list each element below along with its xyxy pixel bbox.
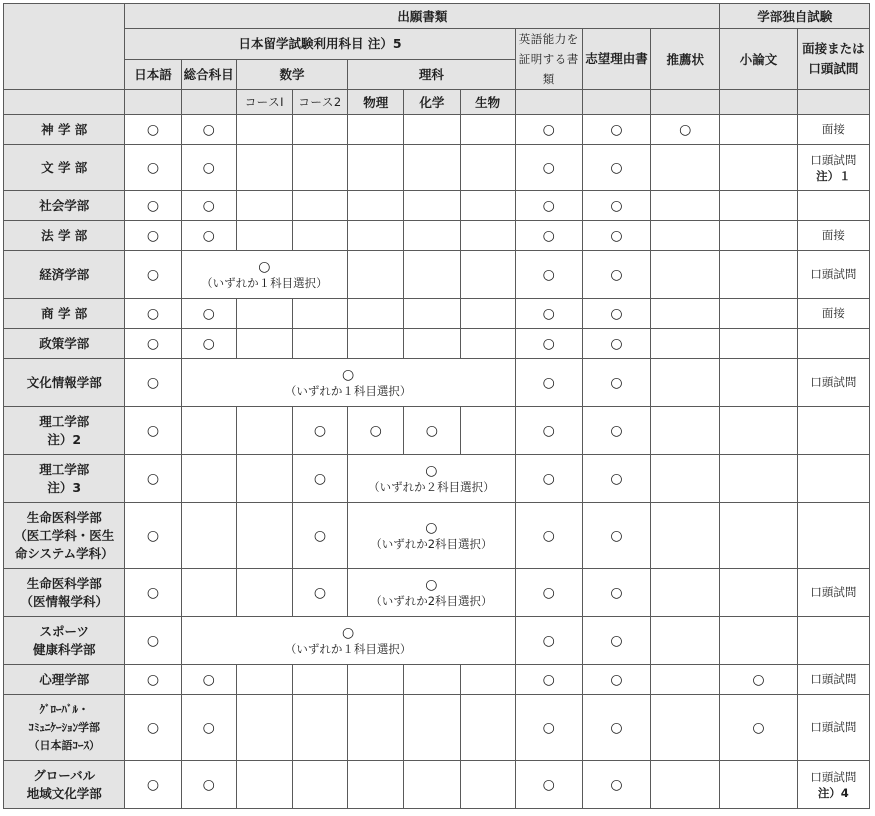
mark-english: ○ (515, 115, 582, 145)
row-label: 商 学 部 (4, 299, 125, 329)
mark-general: ○ (181, 145, 236, 191)
mark-english: ○ (515, 569, 582, 617)
header-blank-c (181, 90, 236, 115)
mark-physics: ○ (348, 407, 404, 455)
table-row (4, 329, 870, 359)
row-label: ｸﾞﾛｰﾊﾞﾙ・ ｺﾐｭﾆｹｰｼｮﾝ学部 （日本語ｺｰｽ） (4, 695, 125, 761)
header-blank-a (4, 90, 125, 115)
mark-course2: ○ (292, 503, 347, 569)
header-course1: コースⅠ (236, 90, 292, 115)
header-physics: 物理 (348, 90, 404, 115)
header-math: 数学 (236, 59, 347, 90)
mark-japanese: ○ (125, 191, 181, 221)
interview-cell: 面接 (797, 115, 869, 145)
mark-motivation: ○ (582, 665, 650, 695)
application-requirements-table (3, 3, 870, 809)
row-label: 政策学部 (4, 329, 125, 359)
mark-motivation: ○ (582, 251, 650, 299)
header-eju-subjects: 日本留学試験利用科目 注）5 (125, 29, 515, 60)
table-row (4, 299, 870, 329)
mark-japanese: ○ (125, 503, 181, 569)
row-label: スポーツ 健康科学部 (4, 617, 125, 665)
mark-recommendation: ○ (651, 115, 720, 145)
mark-english: ○ (515, 665, 582, 695)
mark-english: ○ (515, 329, 582, 359)
mark-japanese: ○ (125, 115, 181, 145)
mark-motivation: ○ (582, 503, 650, 569)
mark-japanese: ○ (125, 329, 181, 359)
mark-motivation: ○ (582, 407, 650, 455)
table-row (4, 221, 870, 251)
table-row (4, 503, 870, 569)
table-row (4, 359, 870, 407)
row-label: グローバル 地域文化学部 (4, 761, 125, 809)
mark-choose-two: ○ （いずれか2科目選択） (348, 503, 516, 569)
row-label: 経済学部 (4, 251, 125, 299)
mark-japanese: ○ (125, 455, 181, 503)
mark-english: ○ (515, 221, 582, 251)
mark-course2: ○ (292, 455, 347, 503)
row-label: 理工学部 注）3 (4, 455, 125, 503)
mark-japanese: ○ (125, 221, 181, 251)
mark-general: ○ (181, 329, 236, 359)
interview-cell: 口頭試問 (797, 665, 869, 695)
header-essay: 小論文 (720, 29, 797, 90)
mark-english: ○ (515, 617, 582, 665)
mark-essay: ○ (720, 695, 797, 761)
mark-course2: ○ (292, 569, 347, 617)
mark-japanese: ○ (125, 359, 181, 407)
mark-chemistry: ○ (404, 407, 460, 455)
header-faculty-exam: 学部独自試験 (720, 4, 870, 29)
mark-japanese: ○ (125, 251, 181, 299)
table-row (4, 695, 870, 761)
mark-essay: ○ (720, 665, 797, 695)
interview-cell: 口頭試問 (797, 359, 869, 407)
row-label: 神 学 部 (4, 115, 125, 145)
mark-motivation: ○ (582, 221, 650, 251)
interview-cell: 口頭試問 (797, 251, 869, 299)
mark-english: ○ (515, 299, 582, 329)
mark-choose-one: ○ （いずれか１科目選択） (181, 617, 515, 665)
header-course2: コース2 (292, 90, 347, 115)
table-row (4, 617, 870, 665)
table-row (4, 407, 870, 455)
header-recommendation: 推薦状 (651, 29, 720, 90)
interview-cell: 口頭試問 (797, 695, 869, 761)
mark-general: ○ (181, 695, 236, 761)
mark-japanese: ○ (125, 407, 181, 455)
mark-japanese: ○ (125, 145, 181, 191)
mark-choose-one: ○ （いずれか１科目選択） (181, 359, 515, 407)
mark-choose-two: ○ （いずれか２科目選択） (348, 455, 516, 503)
row-label: 生命医科学部 （医情報学科） (4, 569, 125, 617)
mark-english: ○ (515, 251, 582, 299)
header-science: 理科 (348, 59, 516, 90)
header-blank-d (515, 90, 582, 115)
header-application-documents: 出願書類 (125, 4, 720, 29)
row-label: 心理学部 (4, 665, 125, 695)
mark-general: ○ (181, 191, 236, 221)
mark-motivation: ○ (582, 761, 650, 809)
mark-japanese: ○ (125, 695, 181, 761)
mark-choose-one: ○ （いずれか１科目選択） (181, 251, 348, 299)
mark-motivation: ○ (582, 455, 650, 503)
mark-japanese: ○ (125, 761, 181, 809)
mark-general: ○ (181, 115, 236, 145)
table-row (4, 569, 870, 617)
table-row (4, 191, 870, 221)
header-japanese: 日本語 (125, 59, 181, 90)
header-chemistry: 化学 (404, 90, 460, 115)
mark-general: ○ (181, 299, 236, 329)
row-label: 文化情報学部 (4, 359, 125, 407)
corner-cell (4, 4, 125, 90)
header-interview: 面接または口頭試問 (797, 29, 869, 90)
row-label: 生命医科学部 （医工学科・医生 命システム学科） (4, 503, 125, 569)
mark-motivation: ○ (582, 191, 650, 221)
table-row (4, 665, 870, 695)
mark-choose-two: ○ （いずれか2科目選択） (348, 569, 516, 617)
table-header (4, 4, 870, 115)
row-label: 文 学 部 (4, 145, 125, 191)
interview-cell: 口頭試問 注）4 (797, 761, 869, 809)
mark-english: ○ (515, 695, 582, 761)
interview-cell: 面接 (797, 299, 869, 329)
table-body (4, 115, 870, 809)
mark-english: ○ (515, 503, 582, 569)
header-biology: 生物 (460, 90, 515, 115)
mark-english: ○ (515, 145, 582, 191)
mark-japanese: ○ (125, 665, 181, 695)
row-label: 理工学部 注）2 (4, 407, 125, 455)
mark-motivation: ○ (582, 569, 650, 617)
mark-general: ○ (181, 761, 236, 809)
header-blank-h (797, 90, 869, 115)
row-label: 社会学部 (4, 191, 125, 221)
table-row (4, 251, 870, 299)
mark-motivation: ○ (582, 359, 650, 407)
mark-motivation: ○ (582, 115, 650, 145)
mark-motivation: ○ (582, 617, 650, 665)
mark-motivation: ○ (582, 145, 650, 191)
mark-motivation: ○ (582, 329, 650, 359)
header-motivation: 志望理由書 (582, 29, 650, 90)
mark-english: ○ (515, 455, 582, 503)
mark-english: ○ (515, 407, 582, 455)
mark-japanese: ○ (125, 617, 181, 665)
header-general: 総合科目 (181, 59, 236, 90)
mark-english: ○ (515, 191, 582, 221)
header-blank-e (582, 90, 650, 115)
mark-motivation: ○ (582, 695, 650, 761)
header-blank-b (125, 90, 181, 115)
row-label: 法 学 部 (4, 221, 125, 251)
mark-english: ○ (515, 761, 582, 809)
table-row (4, 115, 870, 145)
table-row (4, 145, 870, 191)
mark-general: ○ (181, 221, 236, 251)
mark-english: ○ (515, 359, 582, 407)
table-row (4, 455, 870, 503)
mark-course2: ○ (292, 407, 347, 455)
header-english-doc: 英語能力を証明する書類 (515, 29, 582, 90)
mark-japanese: ○ (125, 569, 181, 617)
interview-cell: 面接 (797, 221, 869, 251)
interview-cell: 口頭試問 注）１ (797, 145, 869, 191)
interview-cell: 口頭試問 (797, 569, 869, 617)
mark-japanese: ○ (125, 299, 181, 329)
header-blank-g (720, 90, 797, 115)
table-row (4, 761, 870, 809)
header-blank-f (651, 90, 720, 115)
mark-general: ○ (181, 665, 236, 695)
mark-motivation: ○ (582, 299, 650, 329)
